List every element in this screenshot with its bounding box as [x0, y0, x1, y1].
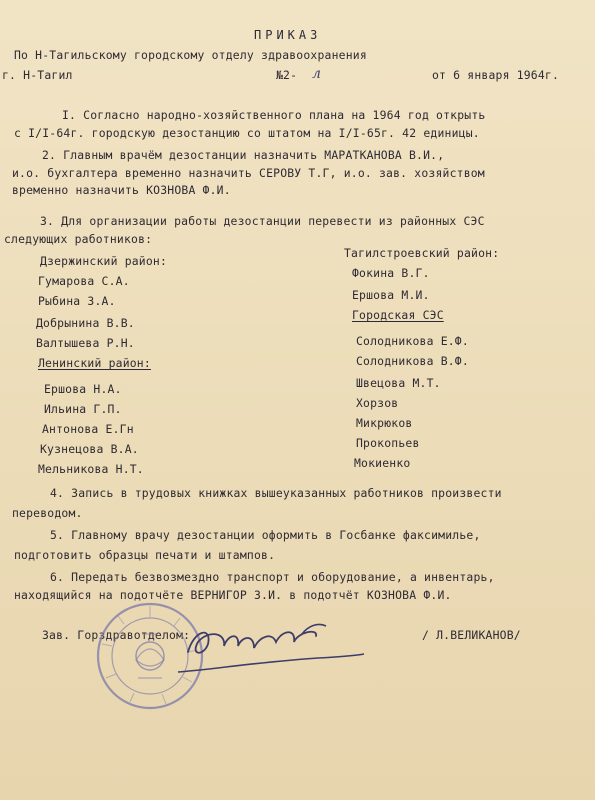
worker-name: Антонова Е.Гн — [42, 422, 134, 436]
organization-line: По Н-Тагильскому городскому отделу здравоохранения — [14, 48, 367, 62]
order-number: №2- — [276, 68, 298, 82]
item-2-line-2: и.о. бухгалтера временно назначить СЕРОВУ Т.Г, и.о. зав. хозяйством — [12, 166, 485, 180]
item-4-line-1: 4. Запись в трудовых книжках вышеуказанных работников произвести — [50, 486, 502, 500]
district-city-title: Городская СЭС — [352, 308, 444, 322]
worker-name: Швецова М.Т. — [356, 376, 441, 390]
handwritten-signature-icon — [168, 612, 368, 686]
worker-name: Мельникова Н.Т. — [38, 462, 144, 476]
signatory-position: Зав. Горздравотделом: — [42, 628, 191, 642]
district-dzerzhinsky-title: Дзержинский район: — [40, 254, 168, 268]
item-2-line-3: временно назначить КОЗНОВА Ф.И. — [12, 183, 231, 197]
order-number-handwritten: л — [312, 66, 321, 82]
order-date: от 6 января 1964г. — [432, 68, 560, 82]
worker-name: Гумарова С.А. — [38, 274, 130, 288]
worker-name: Солодникова В.Ф. — [356, 354, 469, 368]
worker-name: Кузнецова В.А. — [40, 442, 139, 456]
worker-name: Солодникова Е.Ф. — [356, 334, 469, 348]
item-1-line-1: I. Согласно народно-хозяйственного плана на 1964 год открыть — [62, 108, 486, 122]
worker-name: Прокопьев — [356, 436, 420, 450]
worker-name: Мокиенко — [354, 456, 411, 470]
worker-name: Микрюков — [356, 416, 413, 430]
district-leninsky-title: Ленинский район: — [38, 356, 151, 370]
signatory-name: / Л.ВЕЛИКАНОВ/ — [422, 628, 521, 642]
worker-name: Хорзов — [356, 396, 399, 410]
item-6-line-2: находящийся на подотчёте ВЕРНИГОР З.И. в подотчёт КОЗНОВА Ф.И. — [14, 588, 452, 602]
worker-name: Фокина В.Г. — [352, 266, 430, 280]
document-title: ПРИКАЗ — [254, 28, 322, 42]
item-5-line-1: 5. Главному врачу дезостанции оформить в Госбанке факсимилье, — [50, 528, 481, 542]
city-label: г. Н-Тагил — [2, 68, 73, 82]
item-4-line-2: переводом. — [12, 506, 83, 520]
item-1-line-2: с I/I-64г. городскую дезостанцию со штатом на I/I-65г. 42 единицы. — [14, 126, 480, 140]
worker-name: Рыбина З.А. — [38, 294, 116, 308]
worker-name: Ершова Н.А. — [44, 382, 122, 396]
item-3-line-1: 3. Для организации работы дезостанции перевести из районных СЭС — [40, 214, 485, 228]
worker-name: Ершова М.И. — [352, 288, 430, 302]
worker-name: Добрынина В.В. — [36, 316, 135, 330]
item-5-line-2: подготовить образцы печати и штампов. — [14, 548, 276, 562]
worker-name: Валтышева Р.Н. — [36, 336, 135, 350]
item-3-line-2: следующих работников: — [4, 232, 153, 246]
district-tagilstroevsky-title: Тагилстроевский район: — [344, 246, 500, 260]
item-6-line-1: 6. Передать безвозмездно транспорт и оборудование, а инвентарь, — [50, 570, 495, 584]
worker-name: Ильина Г.П. — [44, 402, 122, 416]
item-2-line-1: 2. Главным врачём дезостанции назначить МАРАТКАНОВА В.И., — [42, 148, 445, 162]
